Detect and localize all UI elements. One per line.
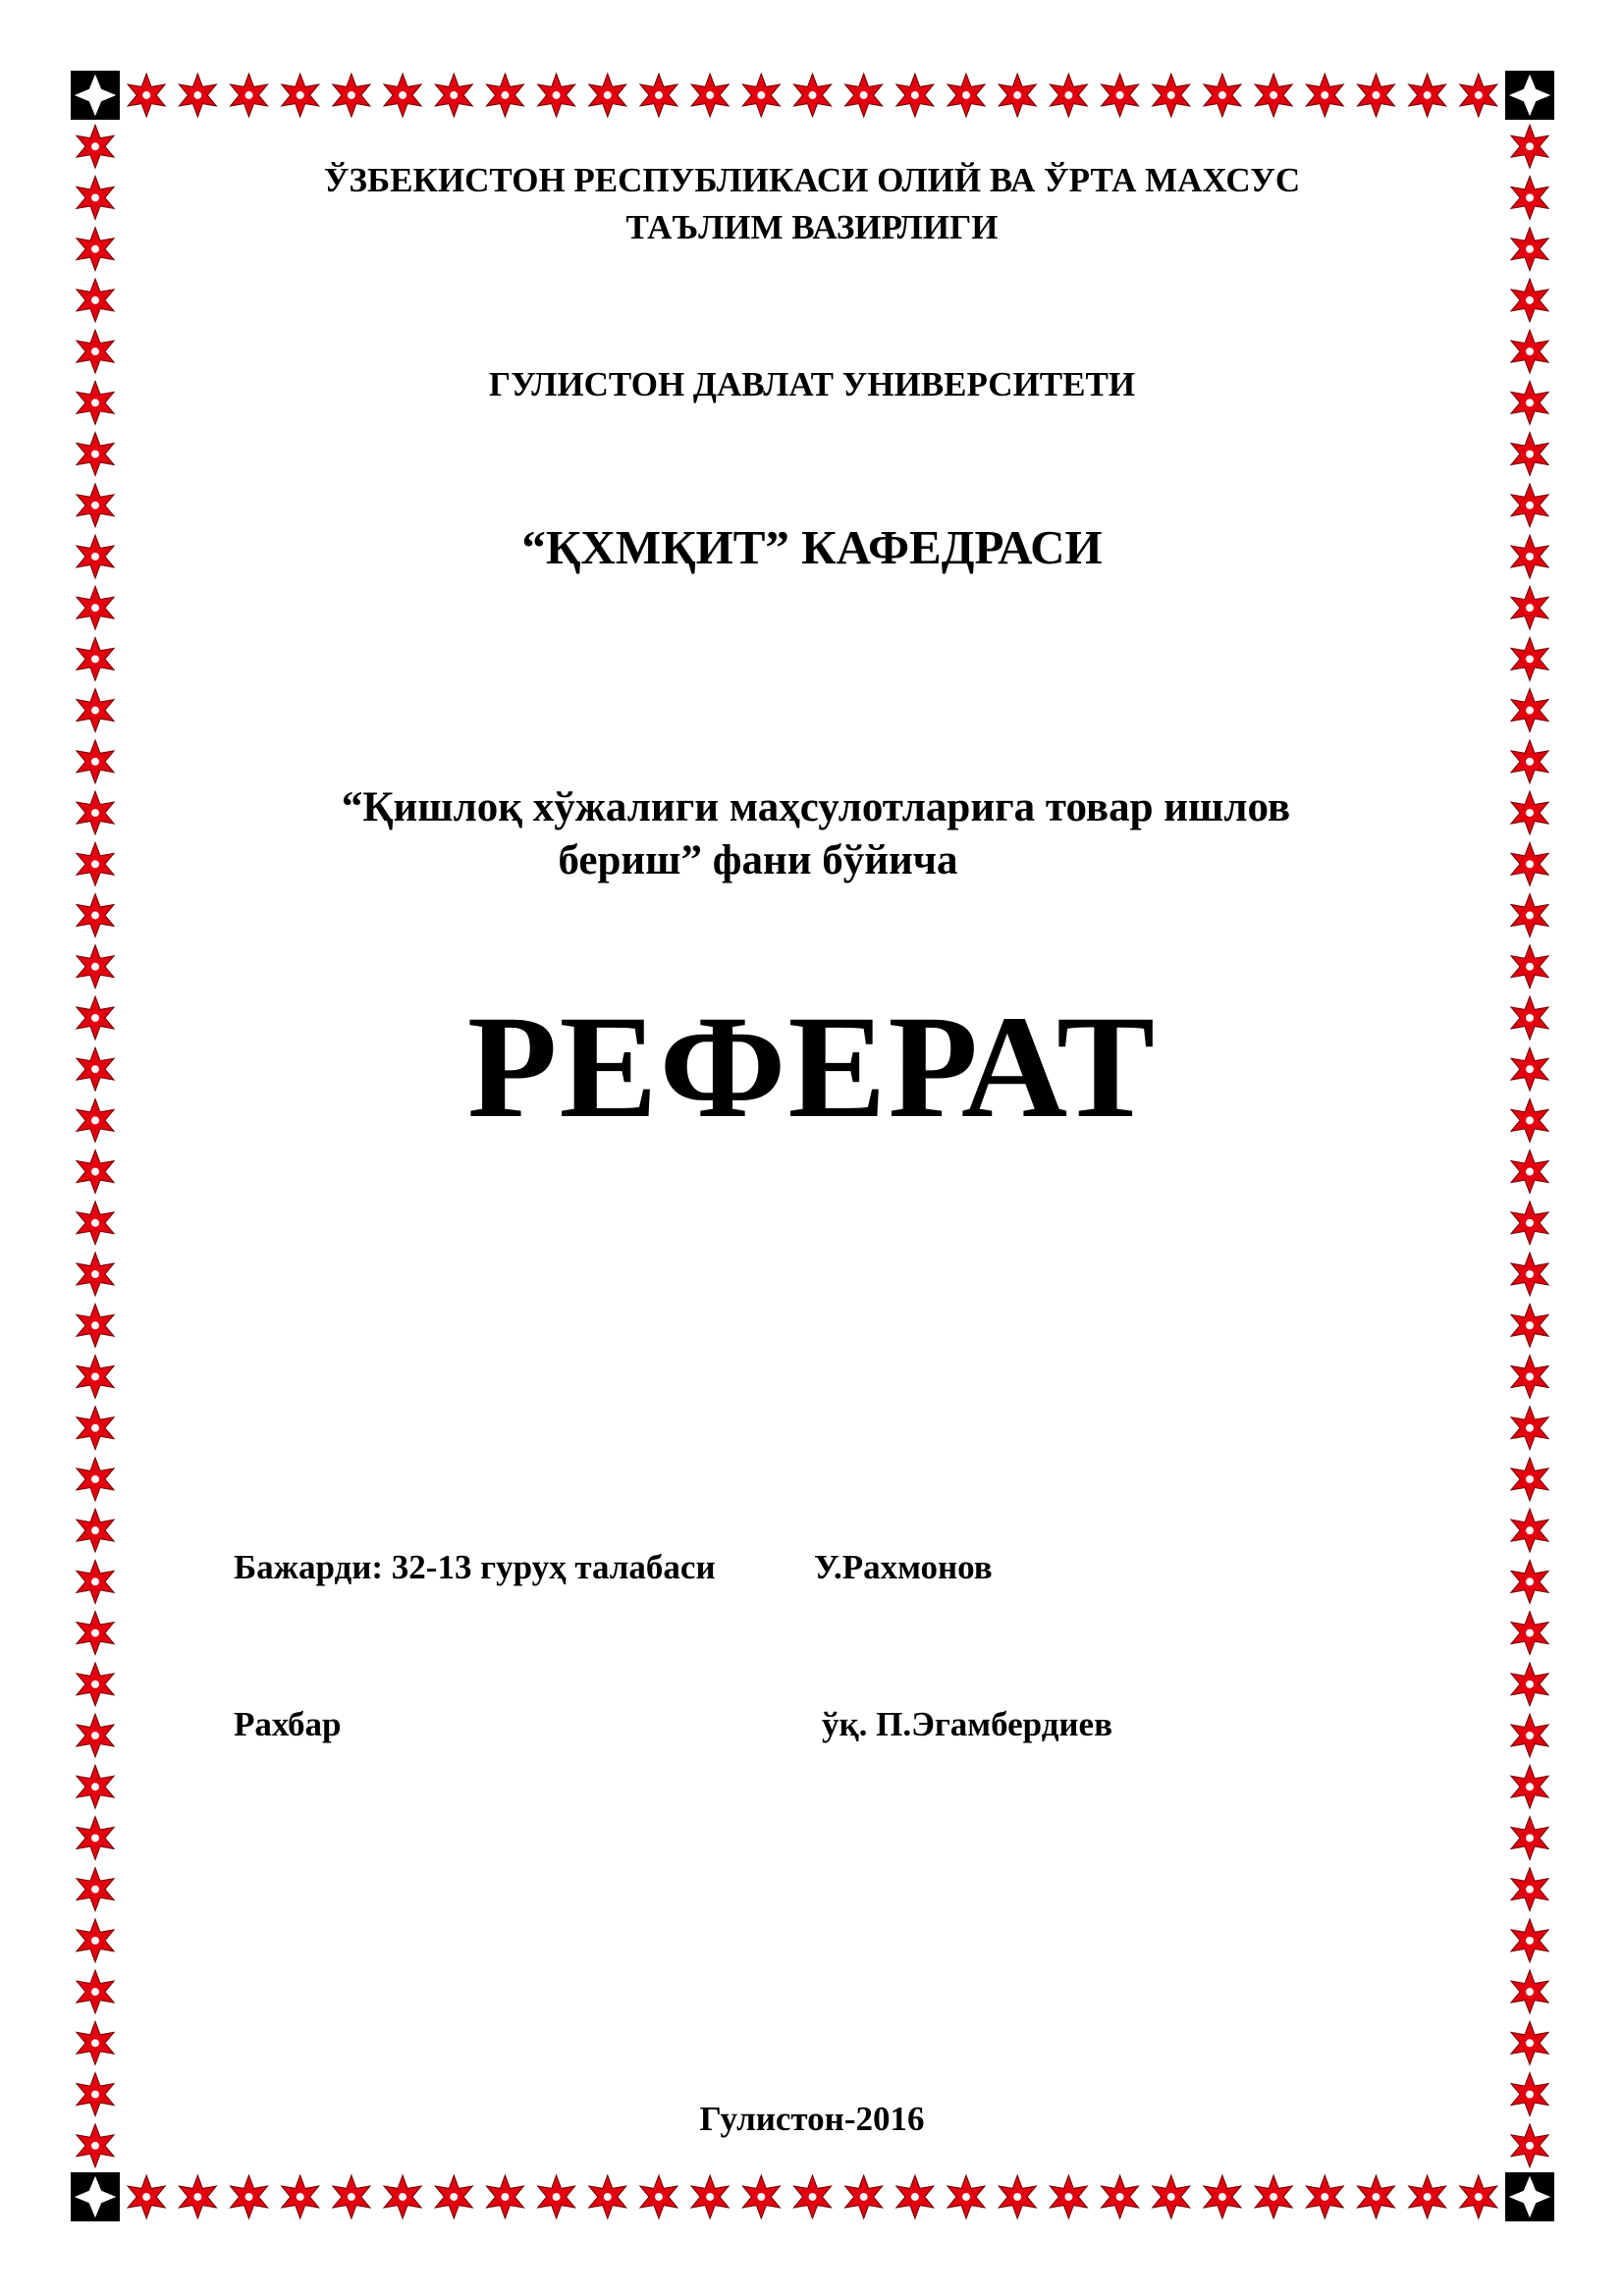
border-star-icon [742, 74, 780, 117]
border-star-icon [282, 74, 319, 117]
border-star-icon [845, 74, 883, 117]
border-star-icon [77, 586, 114, 629]
border-corner-icon [1505, 2172, 1554, 2221]
border-star-icon [1255, 2175, 1292, 2218]
border-star-icon [1511, 1765, 1548, 1808]
border-star-icon [77, 279, 114, 322]
border-star-icon [128, 2175, 165, 2218]
border-star-icon [1511, 1458, 1548, 1501]
border-star-icon [77, 1970, 114, 2013]
border-star-icon [1511, 689, 1548, 732]
border-star-icon [1204, 2175, 1241, 2218]
border-star-icon [1511, 1356, 1548, 1399]
border-star-icon [435, 74, 472, 117]
border-star-icon [77, 2021, 114, 2064]
border-star-icon [1511, 1201, 1548, 1245]
border-star-icon [999, 74, 1036, 117]
border-star-icon [77, 1150, 114, 1194]
document-title: РЕФЕРАТ [466, 986, 1158, 1148]
border-star-icon [1050, 2175, 1087, 2218]
border-star-icon [1511, 1919, 1548, 1962]
border-star-icon [77, 1201, 114, 1245]
border-star-icon [77, 894, 114, 937]
supervisor-name: ўқ. П.Эгамбердиев [822, 1705, 1112, 1743]
student-name: У.Рахмонов [814, 1548, 993, 1586]
border-star-icon [384, 2175, 421, 2218]
border-star-icon [231, 74, 268, 117]
university-name: ГУЛИСТОН ДАВЛАТ УНИВЕРСИТЕТИ [488, 365, 1136, 403]
border-star-icon [1050, 74, 1087, 117]
border-star-icon [999, 2175, 1036, 2218]
border-star-icon [77, 1253, 114, 1296]
border-star-icon [77, 1560, 114, 1603]
border-star-icon [179, 2175, 216, 2218]
border-star-icon [1511, 1253, 1548, 1296]
border-star-icon [1153, 74, 1190, 117]
border-corner-icon [71, 2172, 120, 2221]
border-star-icon [333, 74, 370, 117]
border-star-icon [486, 74, 523, 117]
border-star-icon [1102, 74, 1139, 117]
border-star-icon [896, 74, 934, 117]
supervisor-label: Рахбар [234, 1705, 342, 1743]
border-star-icon [77, 945, 114, 988]
border-star-icon [589, 74, 626, 117]
border-star-icon [1511, 740, 1548, 783]
ministry-line-2: ТАЪЛИМ ВАЗИРЛИГИ [625, 208, 999, 246]
border-star-icon [1460, 74, 1497, 117]
ministry-heading [0, 157, 1624, 251]
border-star-icon [77, 1304, 114, 1347]
performed-by-label: Бажарди: 32-13 гуруҳ талабаси [234, 1548, 716, 1586]
border-star-icon [1511, 1560, 1548, 1603]
border-star-icon [77, 1714, 114, 1757]
border-star-icon [231, 2175, 268, 2218]
border-star-icon [1511, 1304, 1548, 1347]
ministry-line-1: ЎЗБЕКИСТОН РЕСПУБЛИКАСИ ОЛИЙ ВА ЎРТА МАХСУС [323, 161, 1301, 199]
border-star-icon [1357, 74, 1394, 117]
border-star-icon [1511, 1612, 1548, 1655]
border-star-icon [1357, 2175, 1394, 2218]
border-star-icon [538, 74, 575, 117]
border-star-icon [435, 2175, 472, 2218]
border-star-icon [77, 1509, 114, 1552]
border-star-icon [333, 2175, 370, 2218]
border-star-icon [691, 2175, 729, 2218]
border-star-icon [77, 1458, 114, 1501]
border-star-icon [486, 2175, 523, 2218]
border-star-icon [947, 74, 985, 117]
border-star-icon [77, 1868, 114, 1911]
city-year: Гулистон-2016 [699, 2100, 925, 2138]
border-star-icon [1204, 74, 1241, 117]
border-star-icon [1511, 1970, 1548, 2013]
border-star-icon [845, 2175, 883, 2218]
border-star-icon [896, 2175, 934, 2218]
border-star-icon [77, 637, 114, 680]
border-star-icon [77, 433, 114, 476]
border-star-icon [1306, 2175, 1343, 2218]
border-star-icon [128, 74, 165, 117]
border-star-icon [1511, 945, 1548, 988]
border-star-icon [77, 1407, 114, 1450]
border-star-icon [77, 1356, 114, 1399]
border-star-icon [384, 74, 421, 117]
border-star-icon [1511, 637, 1548, 680]
border-star-icon [282, 2175, 319, 2218]
border-star-icon [589, 2175, 626, 2218]
border-star-icon [1511, 1714, 1548, 1757]
border-star-icon [179, 74, 216, 117]
border-star-icon [793, 2175, 831, 2218]
border-corner-icon [1505, 71, 1554, 120]
border-star-icon [1511, 279, 1548, 322]
subject-line-1: “Қишлоқ хўжалиги маҳсулотларига товар ишлов [341, 784, 1291, 830]
border-star-icon [1460, 2175, 1497, 2218]
border-star-icon [77, 1817, 114, 1860]
border-star-icon [640, 74, 677, 117]
border-star-icon [1153, 2175, 1190, 2218]
border-star-icon [691, 74, 729, 117]
border-star-icon [793, 74, 831, 117]
border-star-icon [1511, 1407, 1548, 1450]
border-star-icon [77, 1612, 114, 1655]
subject-line-2: бериш” фани бўйича [558, 837, 958, 883]
border-star-icon [77, 1919, 114, 1962]
border-star-icon [1102, 2175, 1139, 2218]
border-star-icon [1511, 586, 1548, 629]
border-star-icon [1511, 894, 1548, 937]
border-star-icon [947, 2175, 985, 2218]
border-star-icon [640, 2175, 677, 2218]
border-star-icon [1511, 2021, 1548, 2064]
border-star-icon [1511, 1868, 1548, 1911]
border-star-icon [77, 689, 114, 732]
border-star-icon [742, 2175, 780, 2218]
border-star-icon [538, 2175, 575, 2218]
border-star-icon [77, 1765, 114, 1808]
border-star-icon [77, 740, 114, 783]
border-star-icon [1306, 74, 1343, 117]
department-name: “ҚХМҚИТ” КАФЕДРАСИ [521, 520, 1103, 574]
border-star-icon [1255, 74, 1292, 117]
border-star-icon [1511, 1509, 1548, 1552]
border-star-icon [1511, 1150, 1548, 1194]
subject-title [0, 781, 1624, 887]
border-star-icon [1511, 433, 1548, 476]
border-star-icon [1511, 1817, 1548, 1860]
border-star-icon [1409, 74, 1446, 117]
border-star-icon [1511, 1663, 1548, 1706]
border-star-icon [1409, 2175, 1446, 2218]
border-corner-icon [71, 71, 120, 120]
border-star-icon [77, 1663, 114, 1706]
